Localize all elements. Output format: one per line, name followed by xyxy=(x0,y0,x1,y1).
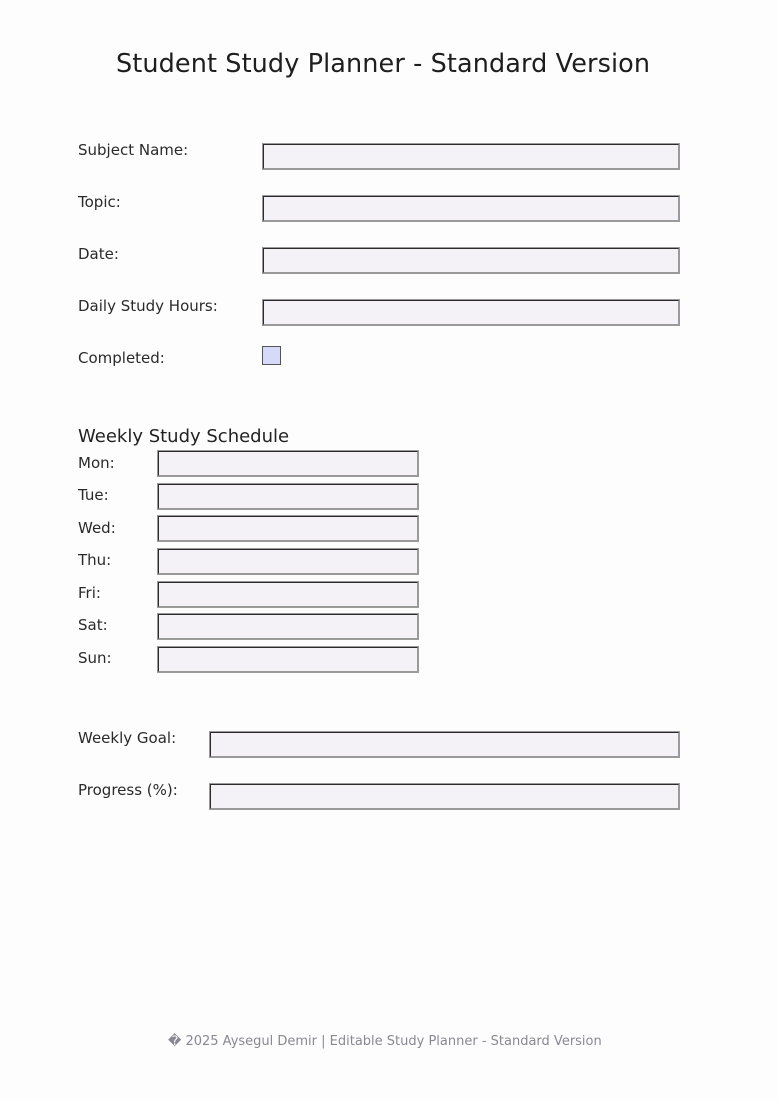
completed-label: Completed: xyxy=(78,349,165,367)
day-field-mon[interactable] xyxy=(157,450,419,477)
weekly-schedule-heading: Weekly Study Schedule xyxy=(78,426,290,447)
day-field-tue[interactable] xyxy=(157,483,419,510)
day-field-sat[interactable] xyxy=(157,613,419,640)
date-field[interactable] xyxy=(262,247,680,274)
day-label-thu: Thu: xyxy=(78,551,112,569)
day-field-fri[interactable] xyxy=(157,581,419,608)
topic-label: Topic: xyxy=(78,193,121,211)
date-label: Date: xyxy=(78,245,119,263)
progress-field[interactable] xyxy=(209,783,680,810)
progress-label: Progress (%): xyxy=(78,781,178,799)
footer-copyright: � 2025 Aysegul Demir | Editable Study Planner - Standard Version xyxy=(168,1034,602,1049)
day-label-wed: Wed: xyxy=(78,519,116,537)
daily-study-hours-label: Daily Study Hours: xyxy=(78,297,218,315)
day-field-wed[interactable] xyxy=(157,515,419,542)
topic-field[interactable] xyxy=(262,195,680,222)
weekly-goal-field[interactable] xyxy=(209,731,680,758)
day-field-thu[interactable] xyxy=(157,548,419,575)
page-title: Student Study Planner - Standard Version xyxy=(116,49,651,79)
daily-study-hours-field[interactable] xyxy=(262,299,680,326)
day-field-sun[interactable] xyxy=(157,646,419,673)
day-label-fri: Fri: xyxy=(78,584,101,602)
day-label-mon: Mon: xyxy=(78,454,115,472)
weekly-goal-label: Weekly Goal: xyxy=(78,729,177,747)
completed-checkbox[interactable] xyxy=(262,346,281,365)
subject-name-field[interactable] xyxy=(262,143,680,170)
day-label-sat: Sat: xyxy=(78,616,108,634)
day-label-tue: Tue: xyxy=(78,486,109,504)
subject-name-label: Subject Name: xyxy=(78,141,189,159)
day-label-sun: Sun: xyxy=(78,649,112,667)
